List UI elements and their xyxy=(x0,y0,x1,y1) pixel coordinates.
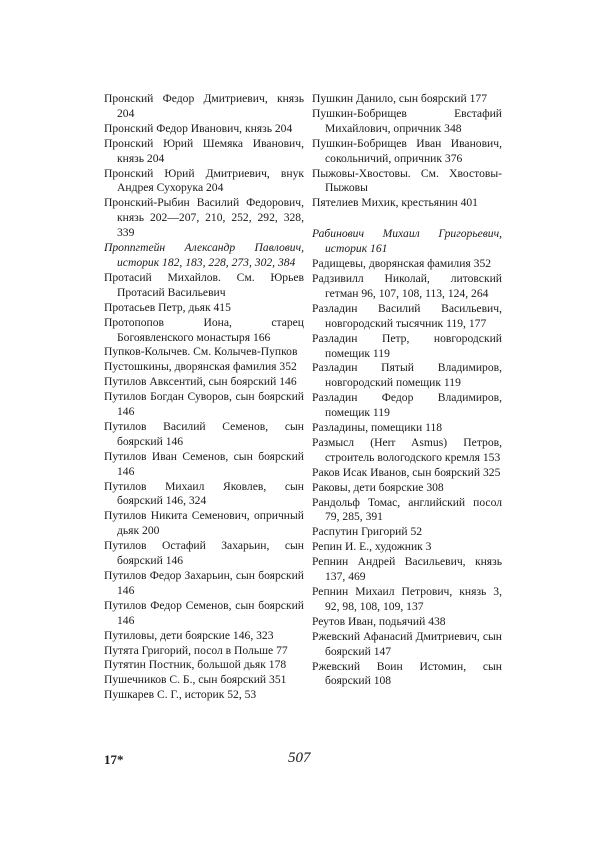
index-entry: Пушкин-Бобрищев Иван Иванович, сокольничий, опричник 376 xyxy=(312,136,502,165)
index-entry: Путилов Богдан Суворов, сын боярский 146 xyxy=(104,390,304,419)
index-entry: Пронский Федор Дмитриевич, князь 204 xyxy=(104,92,304,120)
index-entry: Путилов Остафий Захарьин, сын боярский 146 xyxy=(104,539,304,568)
index-entry: Репнин Михаил Петрович, князь 3, 92, 98, 108, 109, 137 xyxy=(312,585,502,613)
index-entry: Разладин Петр, новгородский помещик 119 xyxy=(312,331,502,360)
index-entry: Путята Григорий, посол в Польше 77 xyxy=(104,643,288,657)
index-entry: Путилов Авксентий, сын боярский 146 xyxy=(104,375,297,389)
index-column-right xyxy=(312,92,502,689)
index-entry: Пушкарев С. Г., историк 52, 53 xyxy=(104,688,257,702)
index-entry: Путиловы, дети боярские 146, 323 xyxy=(104,628,274,642)
index-entry: Разладин Василий Васильевич, новгородский тысячник 119, 177 xyxy=(312,301,502,330)
index-entry: Пронский-Рыбин Василий Федорович, князь 202—207, 210, 252, 292, 328, 339 xyxy=(104,196,304,240)
index-entry: Репнин Андрей Васильевич, князь 137, 469 xyxy=(312,555,502,584)
index-entry: Пушечников С. Б., сын боярский 351 xyxy=(104,673,287,687)
index-entry: Разладин Федор Владимиров, помещик 119 xyxy=(312,391,502,420)
index-entry: Разладины, помещики 118 xyxy=(312,421,443,435)
index-column-left xyxy=(104,92,304,703)
index-entry: Разладин Пятый Владимиров, новгородский помещик 119 xyxy=(312,361,502,390)
index-entry: Пыжовы-Хвостовы. См. Хвостовы-Пыжовы xyxy=(312,166,502,195)
index-entry: Раковы, дети боярские 308 xyxy=(312,480,444,494)
index-entry: Рандольф Томас, английский посол 79, 285, 391 xyxy=(312,495,502,524)
index-entry: Протасий Михайлов. См. Юрьев Протасий Васильевич xyxy=(104,270,304,299)
index-entry: Путилов Федор Семенов, сын боярский 146 xyxy=(104,598,304,627)
index-entry: Путилов Никита Семенович, опричный дьяк 200 xyxy=(104,509,304,538)
index-entry: Проппгтейн Александр Павлович, историк 182, 183, 228, 273, 302, 384 xyxy=(104,241,304,269)
index-entry: Размысл (Herr Asmus) Петров, строитель вологодского кремля 153 xyxy=(312,435,502,464)
index-entry: Репин И. Е., художник 3 xyxy=(312,540,432,554)
index-entry: Ржевский Воин Истомин, сын боярский 108 xyxy=(312,659,502,688)
index-entry: Путилов Михаил Яковлев, сын боярский 146, 324 xyxy=(104,479,304,508)
index-entry: Путилов Федор Захарьин, сын боярский 146 xyxy=(104,569,304,597)
page-number: 507 xyxy=(288,750,311,766)
index-entry: Радищевы, дворянская фамилия 352 xyxy=(312,257,492,271)
index-entry: Пушкин-Бобрищев Евстафий Михайлович, опричник 348 xyxy=(312,106,502,135)
index-entry: Путилов Иван Семенов, сын боярский 146 xyxy=(104,449,304,478)
index-entry: Пятелиев Михик, крестьянин 401 xyxy=(312,196,478,210)
index-entry: Пронский Федор Иванович, князь 204 xyxy=(104,121,293,135)
index-entry: Пронский Юрий Шемяка Иванович, князь 204 xyxy=(104,136,304,165)
printer-signature: 17* xyxy=(104,752,124,767)
index-entry: Пупков-Колычев. См. Колычев-Пупков xyxy=(104,345,298,359)
index-entry: Реутов Иван, подьячий 438 xyxy=(312,614,446,628)
index-entry: Пушкин Данило, сын боярский 177 xyxy=(312,92,487,105)
index-entry: Пронский Юрий Дмитриевич, внук Андрея Сухорука 204 xyxy=(104,166,304,195)
index-entry: Путилов Василий Семенов, сын боярский 146 xyxy=(104,419,304,448)
index-entry: Протопопов Иона, старец Богоявленского монастыря 166 xyxy=(104,315,304,344)
index-entry: Рабинович Михаил Григорьевич, историк 161 xyxy=(312,227,502,256)
index-entry: Путятин Постник, большой дьяк 178 xyxy=(104,658,287,672)
index-entry: Пустошкины, дворянская фамилия 352 xyxy=(104,360,297,374)
index-entry: Ржевский Афанасий Дмитриевич, сын боярский 147 xyxy=(312,629,502,658)
index-entry: Радзивилл Николай, литовский гетман 96, 107, 108, 113, 124, 264 xyxy=(312,271,502,300)
index-entry: Распутин Григорий 52 xyxy=(312,525,423,539)
section-gap xyxy=(312,211,502,227)
index-entry: Раков Исак Иванов, сын боярский 325 xyxy=(312,465,501,479)
index-entry: Протасьев Петр, дьяк 415 xyxy=(104,300,231,314)
